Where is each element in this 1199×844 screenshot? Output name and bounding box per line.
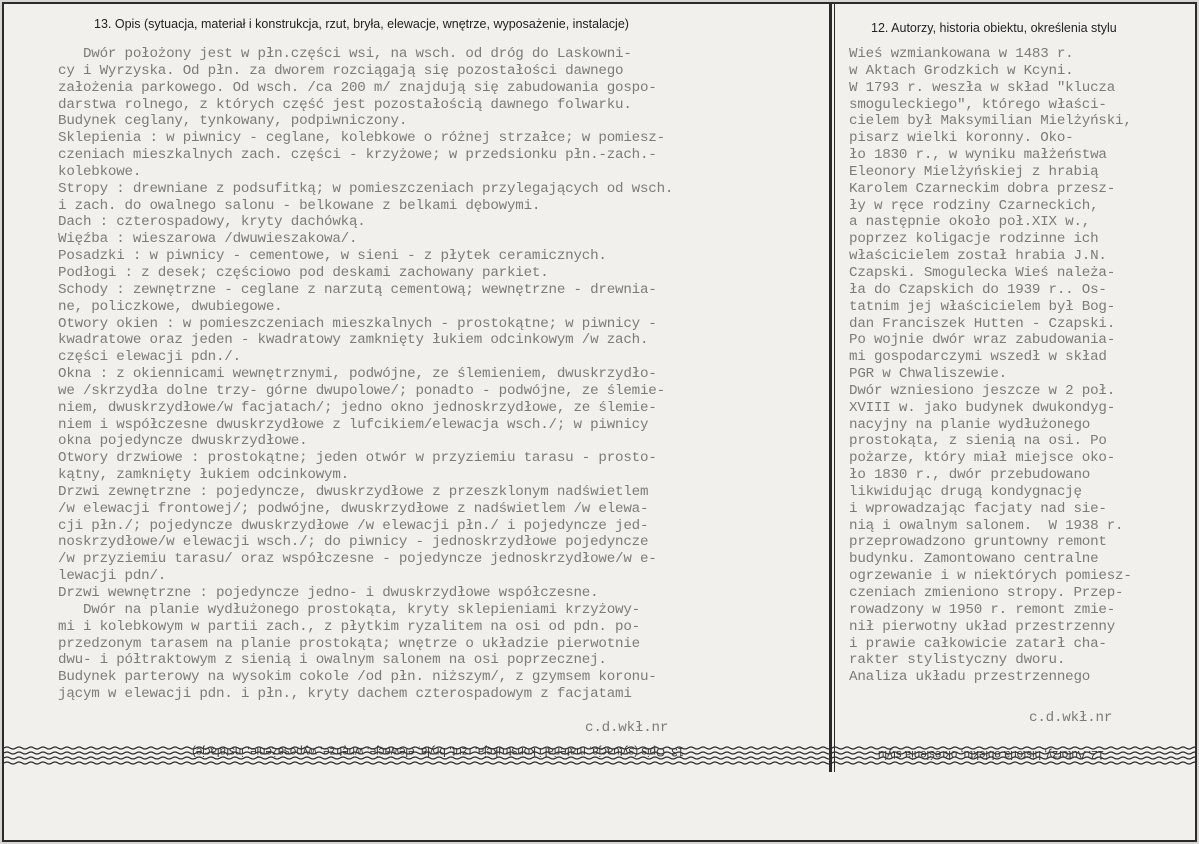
right-line: i wprowadzając facjaty nad sie-: [849, 500, 1107, 517]
left-line: /w przyziemiu tarasu/ oraz współczesne - pojedyncze jednoskrzydłowe/w e-: [58, 551, 657, 568]
left-line: i zach. do owalnego salonu - belkowane z belkami dębowymi.: [58, 197, 541, 214]
left-line: kwadratowe oraz jeden - kwadratowy zamknięty łukiem odcinkowym /w zach.: [58, 332, 649, 349]
right-line: W 1793 r. weszła w skład "klucza: [849, 79, 1116, 96]
left-line: części elewacji pdn./.: [58, 349, 241, 366]
history-text: [849, 46, 1194, 686]
wavy-rule: [4, 762, 1195, 764]
left-line: kolebkowe.: [58, 163, 142, 180]
left-line: Dwór na planie wydłużonego prostokąta, kryty sklepieniami krzyżowy-: [58, 601, 640, 618]
left-continuation-note: c.d.wkł.nr: [585, 720, 669, 736]
left-line: założenia parkowego. Od wsch. /ca 200 m/ znajdują się zabudowania gospo-: [58, 79, 657, 96]
left-line: cji płn./; pojedyncze dwuskrzydłowe /w elewacji płn./ i pojedyncze jed-: [58, 517, 649, 534]
right-line: ła do Czapskich do 1939 r.. Os-: [849, 281, 1107, 298]
left-line: ne, policzkowe, dwubiegowe.: [58, 298, 283, 315]
left-line: noskrzydłowe/w elewacji wsch./; do piwnicy - jednoskrzydłowe pojedyncze: [58, 534, 649, 551]
right-line: i prawie całkowicie zatarł cha-: [849, 635, 1107, 652]
right-line: likwidując drugą kondygnację: [849, 483, 1082, 500]
left-line: Drzwi zewnętrzne : pojedyncze, dwuskrzydłowe z przeszklonym nadświetlem: [58, 483, 649, 500]
right-line: mi gospodarczymi wszedł w skład: [849, 349, 1107, 366]
description-text: [58, 46, 818, 703]
right-line: ło 1830 r., dwór przebudowano: [849, 467, 1091, 484]
right-line: ogrzewanie i w niektórych pomiesz-: [849, 568, 1132, 585]
right-line: a następnie około poł.XIX w.,: [849, 214, 1091, 231]
left-line: Podłogi : z desek; częściowo pod deskami zachowany parkiet.: [58, 264, 549, 281]
right-line: cielem był Maksymilian Mielżyński,: [849, 113, 1132, 130]
right-line: rakter stylistyczny dworu.: [849, 652, 1066, 669]
right-line: Eleonory Mielżyńskiej z hrabią: [849, 163, 1099, 180]
right-line: nią i owalnym salonem. W 1938 r.: [849, 517, 1124, 534]
left-line: Otwory drzwiowe : prostokątne; jeden otwór w przyziemiu tarasu - prosto-: [58, 450, 657, 467]
left-line: mi i kolebkowym w partii zach., z płytkim ryzalitem na osi od pdn. po-: [58, 618, 640, 635]
column-divider: [829, 4, 832, 772]
right-continuation-note: c.d.wkł.nr: [1029, 710, 1113, 726]
left-line: okna pojedyncze dwuskrzydłowe.: [58, 433, 308, 450]
section-12-heading: 12. Autorzy, historia obiektu, określenia stylu: [871, 21, 1117, 35]
right-line: prostokąta, z sienią na osi. Po: [849, 433, 1107, 450]
right-line: przeprowadzono gruntowny remont: [849, 534, 1107, 551]
right-line: właścicielem został hrabia J.N.: [849, 248, 1107, 265]
right-line: smogulеckiego", którego właści-: [849, 96, 1107, 113]
left-line: niem, dwuskrzydłowe/w facjatach/; jedno okno jednoskrzydłowe, ze ślemie-: [58, 399, 657, 416]
left-line: przedzonym tarasem na planie prostokąta; wnętrze o układzie pierwotnie: [58, 635, 640, 652]
left-line: dwu- i półtraktowym z sienią i owalnym salonem na osi poprzecznej.: [58, 652, 607, 669]
right-line: Analiza układu przestrzennego: [849, 669, 1091, 686]
right-line: pisarz wielki koronny. Oko-: [849, 130, 1074, 147]
left-line: Drzwi wewnętrzne : pojedyncze jedno- i dwuskrzydłowe współczesne.: [58, 585, 599, 601]
right-line: poprzez koligacje rodzinne ich: [849, 231, 1099, 248]
left-line: darstwa rolnego, z których część jest pozostałością dawnego folwarku.: [58, 96, 632, 113]
right-line: tatnim jej właścicielem był Bog-: [849, 298, 1116, 315]
left-line: jącym w elewacji pdn. i płn., kryty dachem czterospadowym z facjatami: [58, 686, 632, 703]
right-line: budynku. Zamontowano centralne: [849, 551, 1099, 568]
left-line: Okna : z okiennicami wewnętrznymi, podwójne, ze ślemieniem, dwuskrzydło-: [58, 366, 657, 383]
left-line: Sklepienia : w piwnicy - ceglane, kolebkowe o różnej strzałce; w pomiesz-: [58, 130, 665, 147]
right-line: PGR w Chwaliszewie.: [849, 366, 1007, 383]
right-line: Po wojnie dwór wraz zabudowania-: [849, 332, 1116, 349]
left-line: Więźba : wieszarowa /dwuwieszakowa/.: [58, 231, 358, 248]
left-line: /w elewacji frontowej/; podwójne, dwuskrzydłowe z nadświetlem /w elewa-: [58, 500, 649, 517]
mirrored-section-12-heading: 12. Autorzy, historia obiektu, określenia stylu: [878, 748, 1105, 760]
left-line: Otwory okien : w pomieszczeniach mieszkalnych - prostokątne; w piwnicy -: [58, 315, 657, 332]
mirrored-section-13-heading: 13. Opis (sytuacja, materiał i konstrukcja, rzut, bryła, elewacje, wnętrze, wyposażenie, instalacje): [192, 745, 685, 757]
left-line: czeniach mieszkalnych zach. części - krzyżowe; w przedsionku płn.-zach.-: [58, 147, 657, 164]
right-line: rowadzony w 1950 r. remont zmie-: [849, 601, 1116, 618]
left-line: Budynek parterowy na wysokim cokole /od płn. niższym/, z gzymsem koronu-: [58, 669, 657, 686]
right-line: XVIII w. jako budynek dwukondyg-: [849, 399, 1116, 416]
left-line: Dwór położony jest w płn.części wsi, na wsch. od dróg do Laskowni-: [58, 46, 632, 62]
right-line: pożarze, który miał miejsce oko-: [849, 450, 1116, 467]
left-line: Budynek ceglany, tynkowany, podpiwniczony.: [58, 113, 408, 130]
left-line: Stropy : drewniane z podsufitką; w pomieszczeniach przylegających od wsch.: [58, 180, 674, 197]
right-line: czeniach zmieniono stropy. Przep-: [849, 585, 1124, 601]
left-line: lewacji pdn/.: [58, 568, 167, 585]
left-line: Schody : zewnętrzne - ceglane z narzutą cementową; wewnętrzne - drewnia-: [58, 281, 657, 298]
column-divider-thin: [834, 4, 835, 772]
left-line: niem i współczesne dwuskrzydłowe z lufcikiem/elewacja wsch./; w piwnicy: [58, 416, 649, 433]
left-line: cy i Wyrzyska. Od płn. za dworem rozciągają się pozostałości dawnego: [58, 62, 624, 79]
section-13-heading: 13. Opis (sytuacja, materiał i konstrukcja, rzut, bryła, elewacje, wnętrze, wyposażenie, instalacje): [94, 17, 629, 31]
right-line: nacyjny na planie wydłużonego: [849, 416, 1091, 433]
right-line: Dwór wzniesiono jeszcze w 2 poł.: [849, 382, 1116, 399]
right-line: ły w ręce rodziny Czarneckich,: [849, 197, 1099, 214]
left-line: Dach : czterospadowy, kryty dachówką.: [58, 214, 366, 231]
right-line: Wieś wzmiankowana w 1483 r.: [849, 46, 1074, 62]
right-line: Karolem Czarneckim dobra przesz-: [849, 180, 1116, 197]
right-line: nił pierwotny układ przestrzenny: [849, 618, 1116, 635]
record-card: [2, 2, 1197, 842]
right-line: dan Franciszek Hutten - Czapski.: [849, 315, 1116, 332]
left-line: we /skrzydła dolne trzy- górne dwupolowe/; ponadto - podwójne, ze ślemie-: [58, 382, 665, 399]
right-line: w Aktach Grodzkich w Kcyni.: [849, 62, 1074, 79]
right-line: Czapski. Smogulecka Wieś należa-: [849, 264, 1116, 281]
left-line: Posadzki : w piwnicy - cementowe, w sieni - z płytek ceramicznych.: [58, 248, 607, 265]
right-line: ło 1830 r., w wyniku małżeństwa: [849, 147, 1107, 164]
left-line: kątny, zamknięty łukiem odcinkowym.: [58, 467, 349, 484]
